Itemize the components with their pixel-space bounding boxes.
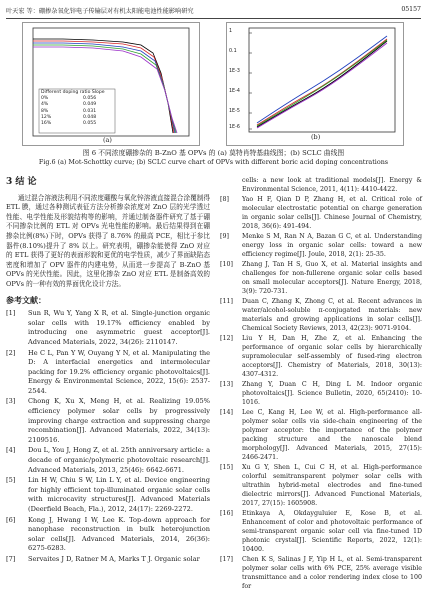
legend-row: 12% 0.048 (41, 114, 97, 120)
section-heading-conclusion: 3 结 论 (6, 177, 37, 187)
reference-item: [7] Servaites J D, Ratner M A, Marks T J. Organic solar (6, 554, 200, 563)
reference-list-left (6, 309, 210, 564)
reference-item: [10] Zhang J, Tan H S, Guo X, et al. Material insights and challenges for non-fullerene organic solar cells based on small molecular acceptors[J]. Nature Energy, 2018, 3(9): 720-731. (220, 261, 422, 295)
reference-item: [14] Lee C, Kang H, Lee W, et al. High-performance all-polymer solar cells via side-chain engineering of the polymer acceptor: the importance of the polymer packing structure and the nanoscale blend morphology[J]. Advanced Materials, 2015, 27(15): 2466-2471. (220, 409, 422, 461)
figure-caption-en: Fig.6 (a) Mot-Schottky curve; (b) SCLC curve chart of OPVs with different boric acid doping concentrations (38, 158, 389, 166)
figure-b-plot (227, 23, 403, 145)
figure-b-sublabel: (b) (311, 133, 321, 141)
reference-item: [6] Kong J, Hwang I W, Lee K. Top-down approach for nanophase reconstruction in bulk heterojunction solar cells[J]. Advanced Materials, 2014, 26(36): 6275-6283. (6, 515, 210, 553)
left-column (6, 176, 210, 566)
header-rule (6, 18, 421, 19)
sclc-curve-8 (257, 36, 387, 123)
reference-item: [4] Dou L, You J, Hong Z, et al. 25th anniversary article: a decade of organic/polymeric photovoltaic research[J]. Advanced Materials, 2013, 25(46): 6642-6671. (6, 446, 210, 474)
y-tick: 1 (229, 29, 233, 34)
reference-item: [8] Yao H F, Qian D P, Zhang H, et al. Critical role of molecular electrostatic potential on charge generation in organic solar cells[J]. Chinese Journal of Chemistry, 2018, 36(6): 491-494. (220, 196, 422, 230)
reference-item: [2] He C L, Pan Y W, Ouyang Y N, et al. Manipulating the D: A interfacial energetics and intermolecular packing for 19.2% efficiency organic photovoltaics[J]. Energy & Environmental Science, 2022, 15(6): 2537-2544. (6, 348, 210, 395)
legend-row: 0% 0.056 (41, 96, 97, 102)
reference-item: [1] Sun R, Wu Y, Yang X R, et al. Single-junction organic solar cells with 19.17% efficiency enabled by introducing one asymmetric guest acceptor[J]. Advanced Materials, 2022, 34(26): 2110147. (6, 309, 210, 346)
legend-header: Different doping ratio Slope (41, 90, 105, 95)
reference-item: [16] Etinkaya A, Okdayguluier E, Kose B, et al. Enhancement of color and photovoltaic performance of semi-transparent organic solar cell via fine-tuned 1D photonic crystal[J]. Scientific Reports, 2022, 12(1): 10400. (220, 510, 422, 553)
header-title: 叶天宏 等：硼掺杂氧化锌电子传输层对有机太阳能电池性能影响研究 (6, 8, 194, 15)
legend-row: 16% 0.055 (41, 121, 97, 127)
reference-item: [3] Chong K, Xu X, Meng H, et al. Realizing 19.05% efficiency polymer solar cells by progressively improving charge extraction and suppressing charge recombination[J]. Advanced Materials, 2022, 34(13): 2109516. (6, 397, 210, 444)
y-tick: 1E-4 (229, 89, 240, 94)
figure-caption-zh: 图 6 不同浓度硼掺杂的 B-ZnO 基 OPVs 的 (a) 莫特肖特基曲线图；(b) SCLC 曲线图 (82, 149, 345, 157)
reference-item: [12] Liu Y H, Dan H, Zhe Z, et al. Enhancing the performance of organic solar cells by hierarchically supramolecular self-assembly of fused-ring electron acceptors[J]. Chemistry of Materials, 2018, 30(13): 4307-4312. (220, 335, 422, 378)
figure-a-mott-schottky (22, 22, 200, 146)
legend-row: 4% 0.049 (41, 102, 97, 108)
y-tick: 1E-6 (229, 125, 240, 130)
y-tick: 1E-5 (229, 109, 240, 114)
figure-a-legend (41, 90, 113, 127)
figure-b-sclc (226, 22, 404, 146)
references-heading: 参考文献： (6, 294, 46, 305)
reference-item: [13] Zhang Y, Duan C H, Ding L M. Indoor organic photovoltaics[J]. Science Bulletin, 2020, 65(2410): 10-1016. (220, 381, 422, 406)
reference-item: [11] Duan C, Zhang K, Zhong C, et al. Recent advances in water/alcohol-soluble π-conjugated materials: new materials and growing applications in solar cells[J]. Chemical Society Reviews, 2013, 42(23): 9071-9104. (220, 298, 422, 332)
right-column (220, 176, 422, 592)
legend-row: 8% 0.031 (41, 108, 97, 114)
reference-continuation: cells: a new look at traditional models[J]. Energy & Environmental Science, 2011, 4(11): 4410-4422. (242, 177, 422, 193)
reference-item: [5] Lin H W, Chiu S W, Lin L Y, et al. Device engineering for highly efficient top-illuminated organic solar cells with microcavity structures[J]. Advanced Materials (Deerfield Beach, Fla.), 2012, 24(17): 2269-2272. (6, 476, 210, 513)
reference-item: [9] Menke S M, Ran N A, Bazan G C, et al. Understanding energy loss in organic solar cells: toward a new efficiency regime[J]. Joule, 2018, 2(1): 25-35. (220, 233, 422, 258)
running-header (6, 6, 421, 18)
reference-item: [17] Chen K S, Salinas J F, Yip H L, et al. Semi-transparent polymer solar cells with 6% PCE, 25% average visible transmittance and a color rendering index close to 100 for (220, 556, 422, 590)
page-number: 05157 (401, 6, 421, 13)
figure-a-sublabel: (a) (103, 136, 112, 144)
y-tick: 0.1 (229, 49, 237, 54)
y-tick: 1E-3 (229, 69, 240, 74)
reference-item: [15] Xu G Y, Shen L, Cui C H, et al. High-performance colorful semitransparent polymer solar cells with ultrathin hybrid-metal electrodes and fine-tuned dielectric mirrors[J]. Advanced Functional Materials, 2017, 27(15): 1605908. (220, 464, 422, 507)
conclusion-paragraph: 通过混合溶液法利用不同浓度硼酸与氧化锌溶液直接混合涂覆制得 ETL 膜，通过各种测试表征方法分析掺杂浓度对 ZnO 层的光学透过性能、电学性能及形貌结构等的影响，并通过制备器件研究了基于硼不同掺杂比例的 ETL 对 OPVs 光电性能的影响。最后结果得到在硼掺杂比例(8%)下时，OPVs 获得了 8.76% 的最高 PCE，相比于参比器件(8.10%)提升了 8% 以上。研究表明，硼掺杂能使得 ZnO 对应的 ETL 获得了更好的表面形貌和更优的电学性质，减少了界面缺陷态密度和增加了 OPV 器件的内建电势，从而进一步提高了 B-ZnO 基 OPVs 的光伏性能。因此，这里化掺杂 ZnO 对应 ETL 是制备高效的 OPVs 的一种有效的界面优化设计方法。 (6, 193, 210, 288)
